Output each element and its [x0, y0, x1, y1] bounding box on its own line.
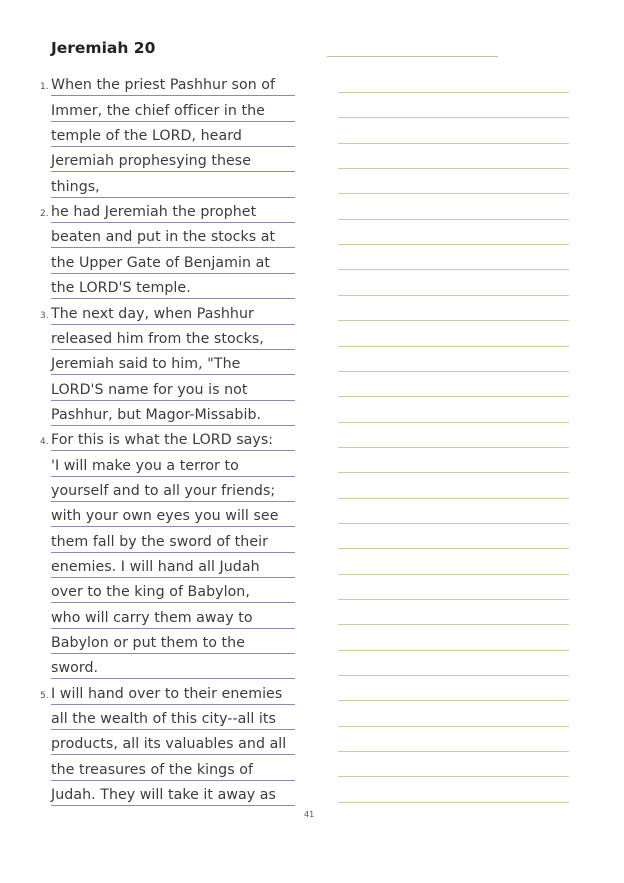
- verse-text: with your own eyes you will see: [51, 508, 279, 525]
- writing-line[interactable]: [338, 371, 569, 372]
- writing-line[interactable]: [338, 650, 569, 651]
- scripture-line: [51, 248, 295, 273]
- scripture-line: [51, 629, 295, 654]
- scripture-line: [51, 223, 295, 248]
- page-number: 41: [304, 810, 315, 819]
- scripture-line: [51, 654, 295, 679]
- writing-line[interactable]: [338, 269, 569, 270]
- writing-line[interactable]: [338, 802, 569, 803]
- writing-line[interactable]: [338, 574, 569, 575]
- scripture-line: [51, 451, 295, 476]
- verse-text: products, all its valuables and all: [51, 736, 287, 753]
- writing-line[interactable]: [338, 92, 569, 93]
- scripture-line: [51, 122, 295, 147]
- verse-number: 2.: [40, 209, 49, 220]
- scripture-line: [51, 401, 295, 426]
- writing-line[interactable]: [338, 726, 569, 727]
- writing-line[interactable]: [338, 346, 569, 347]
- scripture-line: [40, 71, 295, 96]
- scripture-line: [51, 172, 295, 197]
- scripture-line: [51, 325, 295, 350]
- scripture-line: [51, 274, 295, 299]
- verse-text: Pashhur, but Magor-Missabib.: [51, 406, 262, 423]
- writing-line[interactable]: [338, 675, 569, 676]
- scripture-line: [51, 603, 295, 628]
- verse-text: For this is what the LORD says:: [51, 432, 274, 449]
- writing-line[interactable]: [338, 117, 569, 118]
- writing-line[interactable]: [338, 599, 569, 600]
- writing-line[interactable]: [338, 422, 569, 423]
- writing-line[interactable]: [338, 143, 569, 144]
- scripture-line: [51, 502, 295, 527]
- verse-text: Jeremiah prophesying these: [51, 153, 251, 170]
- writing-line[interactable]: [338, 700, 569, 701]
- scripture-line: [40, 679, 295, 704]
- verse-text: things,: [51, 178, 100, 195]
- writing-line[interactable]: [338, 523, 569, 524]
- verse-number: 4.: [40, 437, 49, 448]
- verse-text: released him from the stocks,: [51, 330, 264, 347]
- scripture-line: [51, 96, 295, 121]
- writing-line[interactable]: [338, 295, 569, 296]
- writing-line[interactable]: [338, 548, 569, 549]
- verse-text: Judah. They will take it away as: [51, 787, 276, 804]
- verse-text: the LORD'S temple.: [51, 280, 191, 297]
- scripture-line: [40, 299, 295, 324]
- scripture-line: [51, 730, 295, 755]
- writing-line[interactable]: [338, 244, 569, 245]
- scripture-line: [51, 147, 295, 172]
- verse-text: When the priest Pashhur son of: [51, 77, 276, 94]
- verse-number: 5.: [40, 690, 49, 701]
- verse-text: 'I will make you a terror to: [51, 457, 239, 474]
- verse-text: the treasures of the kings of: [51, 761, 253, 778]
- verse-text: yourself and to all your friends;: [51, 482, 276, 499]
- scripture-line: [51, 781, 295, 806]
- verse-number: 1.: [40, 82, 49, 93]
- writing-line[interactable]: [338, 447, 569, 448]
- verse-text: Immer, the chief officer in the: [51, 102, 265, 119]
- writing-line[interactable]: [338, 624, 569, 625]
- writing-line[interactable]: [338, 498, 569, 499]
- scripture-line: [51, 477, 295, 502]
- verse-text: LORD'S name for you is not: [51, 381, 248, 398]
- verse-text: I will hand over to their enemies: [51, 685, 283, 702]
- verse-text: beaten and put in the stocks at: [51, 229, 276, 246]
- scripture-line: [51, 755, 295, 780]
- verse-text: Babylon or put them to the: [51, 635, 245, 652]
- scripture-line: [40, 426, 295, 451]
- verse-text: them fall by the sword of their: [51, 533, 268, 550]
- verse-text: The next day, when Pashhur: [51, 305, 254, 322]
- scripture-line: [51, 350, 295, 375]
- writing-line[interactable]: [338, 776, 569, 777]
- verse-text: who will carry them away to: [51, 609, 253, 626]
- verse-text: he had Jeremiah the prophet: [51, 204, 257, 221]
- writing-line[interactable]: [338, 320, 569, 321]
- scripture-line: [40, 198, 295, 223]
- verse-text: sword.: [51, 660, 99, 677]
- verse-text: Jeremiah said to him, "The: [51, 356, 241, 373]
- writing-line[interactable]: [338, 472, 569, 473]
- scripture-line: [51, 705, 295, 730]
- verse-text: temple of the LORD, heard: [51, 128, 242, 145]
- verse-text: over to the king of Babylon,: [51, 584, 250, 601]
- verse-text: all the wealth of this city--all its: [51, 711, 276, 728]
- scripture-line: [51, 527, 295, 552]
- writing-line[interactable]: [338, 193, 569, 194]
- verse-number: 3.: [40, 310, 49, 321]
- verse-text: the Upper Gate of Benjamin at: [51, 254, 270, 271]
- writing-line[interactable]: [338, 396, 569, 397]
- writing-line[interactable]: [338, 751, 569, 752]
- verse-text: enemies. I will hand all Judah: [51, 559, 260, 576]
- scripture-line: [51, 375, 295, 400]
- writing-line[interactable]: [338, 168, 569, 169]
- writing-line[interactable]: [338, 219, 569, 220]
- scripture-line: [51, 553, 295, 578]
- page-title: Jeremiah 20: [51, 39, 156, 57]
- scripture-line: [51, 578, 295, 603]
- name-writing-line[interactable]: [327, 56, 498, 57]
